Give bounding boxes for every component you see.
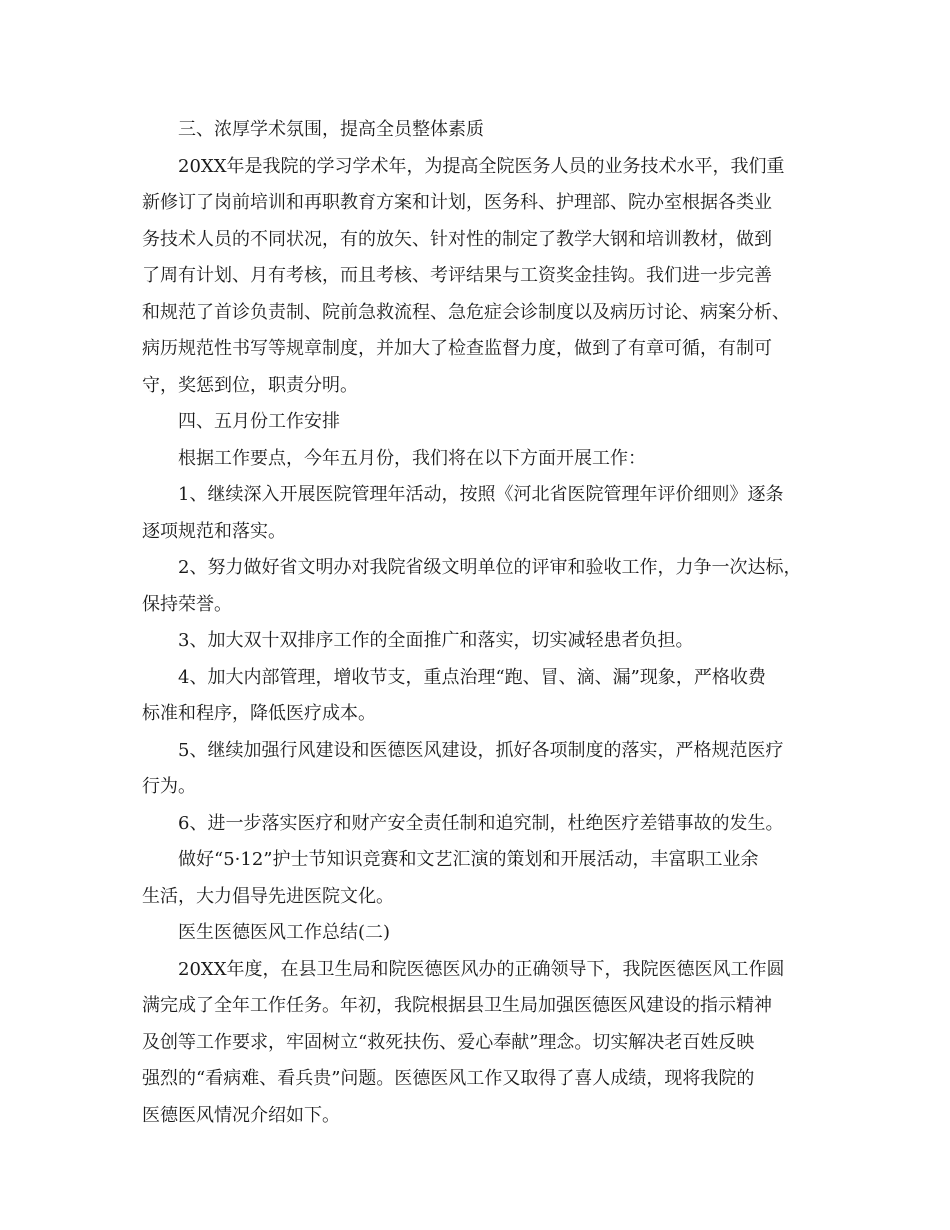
text-line: 了周有计划、月有考核，而且考核、考评结果与工资奖金挂钩。我们进一步完善: [142, 265, 772, 286]
document-body: [142, 112, 822, 1134]
text-line: 及创等工作要求，牢固树立“救死扶伤、爱心奉献”理念。切实解决老百姓反映: [142, 1031, 755, 1053]
text-line: 标准和程序，降低医疗成本。: [142, 703, 376, 724]
text-line: 医德医风情况介绍如下。: [142, 1104, 340, 1126]
text-line: 四、五月份工作安排: [178, 411, 340, 432]
text-line: 病历规范性书写等规章制度，并加大了检查监督力度，做到了有章可循，有制可: [142, 338, 772, 359]
text-line: 逐项规范和落实。: [142, 520, 286, 542]
text-line: 强烈的“看病难、看兵贵”问题。医德医风工作又取得了喜人成绩，现将我院的: [142, 1068, 755, 1089]
text-line: 根据工作要点，今年五月份，我们将在以下方面开展工作：: [178, 447, 646, 469]
text-line: 3、加大双十双排序工作的全面推广和落实，切实减轻患者负担。: [178, 630, 694, 651]
text-line: 20XX年度，在县卫生局和院医德医风办的正确领导下，我院医德医风工作圆: [178, 958, 785, 980]
text-line: 4、加大内部管理，增收节支，重点治理“跑、冒、滴、漏”现象，严格收费: [178, 666, 766, 688]
text-line: 20XX年是我院的学习学术年，为提高全院医务人员的业务技术水平，我们重: [178, 155, 785, 177]
text-line: 医生医德医风工作总结(二): [178, 922, 391, 943]
text-line: 新修订了岗前培训和再职教育方案和计划，医务科、护理部、院办室根据各类业: [142, 192, 772, 213]
text-line: 做好“5·12”护士节知识竞赛和文艺汇演的策划和开展活动，丰富职工业余: [178, 849, 759, 870]
text-line: 满完成了全年工作任务。年初，我院根据县卫生局加强医德医风建设的指示精神: [142, 995, 772, 1016]
text-line: 1、继续深入开展医院管理年活动，按照《河北省医院管理年评价细则》逐条: [178, 484, 784, 505]
text-line: 务技术人员的不同状况，有的放矢、针对性的制定了教学大钢和培训教材，做到: [142, 228, 772, 250]
text-line: 5、继续加强行风建设和医德医风建设，抓好各项制度的落实，严格规范医疗: [178, 739, 784, 761]
text-line: 保持荣誉。: [142, 593, 232, 615]
text-line: 生活，大力倡导先进医院文化。: [142, 885, 394, 907]
text-line: 三、浓厚学术氛围，提高全员整体素质: [178, 119, 484, 140]
text-line: 和规范了首诊负责制、院前急救流程、急危症会诊制度以及病历讨论、病案分析、: [142, 301, 790, 323]
text-line: 6、进一步落实医疗和财产安全责任制和追究制，杜绝医疗差错事故的发生。: [178, 812, 784, 834]
text-line: 2、努力做好省文明办对我院省级文明单位的评审和验收工作，力争一次达标，: [178, 557, 802, 578]
text-line: 行为。: [142, 776, 196, 797]
text-line: 守，奖惩到位，职责分明。: [142, 374, 358, 396]
